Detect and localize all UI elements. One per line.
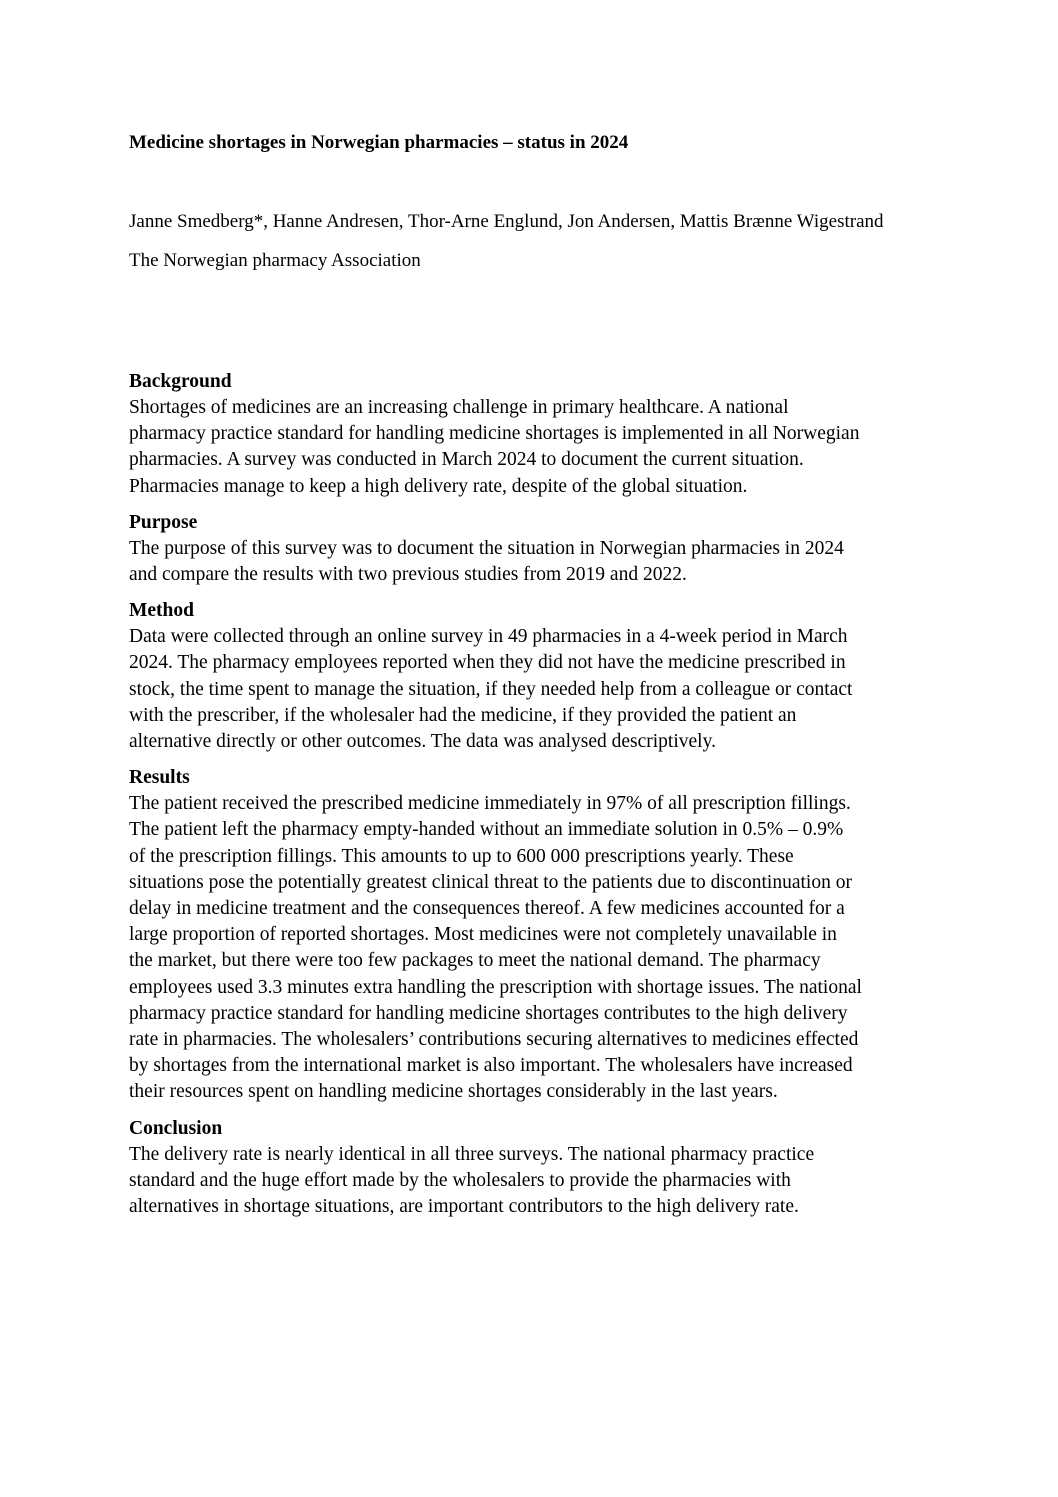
section-body bbox=[129, 395, 959, 500]
text-line: with the prescriber, if the wholesaler had the medicine, if they provided the patient an bbox=[129, 704, 797, 726]
text-line: standard and the huge effort made by the wholesalers to provide the pharmacies with bbox=[129, 1169, 791, 1191]
section-body bbox=[129, 791, 959, 1105]
section-heading: Background bbox=[129, 371, 232, 392]
text-line: alternatives in shortage situations, are important contributors to the high delivery rate. bbox=[129, 1196, 799, 1218]
text-line: the market, but there were too few packages to meet the national demand. The pharmacy bbox=[129, 950, 821, 972]
text-line: situations pose the potentially greatest clinical threat to the patients due to discontinuation or bbox=[129, 871, 852, 893]
text-line: delay in medicine treatment and the consequences thereof. A few medicines accounted for a bbox=[129, 898, 845, 920]
text-line: The purpose of this survey was to document the situation in Norwegian pharmacies in 2024 bbox=[129, 537, 844, 559]
section-heading: Conclusion bbox=[129, 1117, 223, 1139]
affiliation: The Norwegian pharmacy Association bbox=[129, 250, 421, 271]
section-purpose bbox=[129, 510, 959, 588]
section-body bbox=[129, 536, 959, 588]
abstract bbox=[129, 369, 959, 1230]
text-line: Pharmacies manage to keep a high delivery rate, despite of the global situation. bbox=[129, 475, 748, 497]
text-line: 2024. The pharmacy employees reported when they did not have the medicine prescribed in bbox=[129, 652, 846, 674]
document-title: Medicine shortages in Norwegian pharmacies – status in 2024 bbox=[129, 132, 629, 153]
section-background bbox=[129, 369, 959, 500]
text-line: of the prescription fillings. This amounts to up to 600 000 prescriptions yearly. These bbox=[129, 845, 794, 867]
text-line: and compare the results with two previous studies from 2019 and 2022. bbox=[129, 564, 687, 586]
author-list: Janne Smedberg*, Hanne Andresen, Thor-Arne Englund, Jon Andersen, Mattis Brænne Wigestrand bbox=[129, 211, 884, 232]
text-line: pharmacy practice standard for handling medicine shortages contributes to the high delivery bbox=[129, 1002, 848, 1024]
section-conclusion bbox=[129, 1116, 959, 1221]
text-line: stock, the time spent to manage the situation, if they needed help from a colleague or contact bbox=[129, 678, 853, 700]
section-results bbox=[129, 765, 959, 1105]
text-line: Data were collected through an online survey in 49 pharmacies in a 4-week period in March bbox=[129, 626, 848, 648]
section-body bbox=[129, 1142, 959, 1221]
text-line: The delivery rate is nearly identical in all three surveys. The national pharmacy practice bbox=[129, 1143, 815, 1165]
text-line: pharmacies. A survey was conducted in March 2024 to document the current situation. bbox=[129, 449, 804, 471]
section-heading: Purpose bbox=[129, 511, 198, 533]
text-line: pharmacy practice standard for handling medicine shortages is implemented in all Norwegian bbox=[129, 423, 860, 445]
section-heading: Results bbox=[129, 767, 190, 789]
text-line: employees used 3.3 minutes extra handling the prescription with shortage issues. The national bbox=[129, 976, 862, 998]
text-line: rate in pharmacies. The wholesalers’ contributions securing alternatives to medicines effected bbox=[129, 1029, 859, 1051]
section-body bbox=[129, 624, 959, 755]
text-line: by shortages from the international market is also important. The wholesalers have increased bbox=[129, 1055, 853, 1077]
section-method bbox=[129, 598, 959, 755]
section-heading: Method bbox=[129, 600, 194, 622]
text-line: Shortages of medicines are an increasing challenge in primary healthcare. A national bbox=[129, 397, 789, 418]
text-line: The patient received the prescribed medicine immediately in 97% of all prescription fillings. bbox=[129, 793, 851, 815]
text-line: alternative directly or other outcomes. The data was analysed descriptively. bbox=[129, 731, 716, 753]
text-line: their resources spent on handling medicine shortages considerably in the last years. bbox=[129, 1081, 778, 1103]
text-line: large proportion of reported shortages. Most medicines were not completely unavailable in bbox=[129, 924, 837, 946]
text-line: The patient left the pharmacy empty-handed without an immediate solution in 0.5% – 0.9% bbox=[129, 819, 844, 841]
